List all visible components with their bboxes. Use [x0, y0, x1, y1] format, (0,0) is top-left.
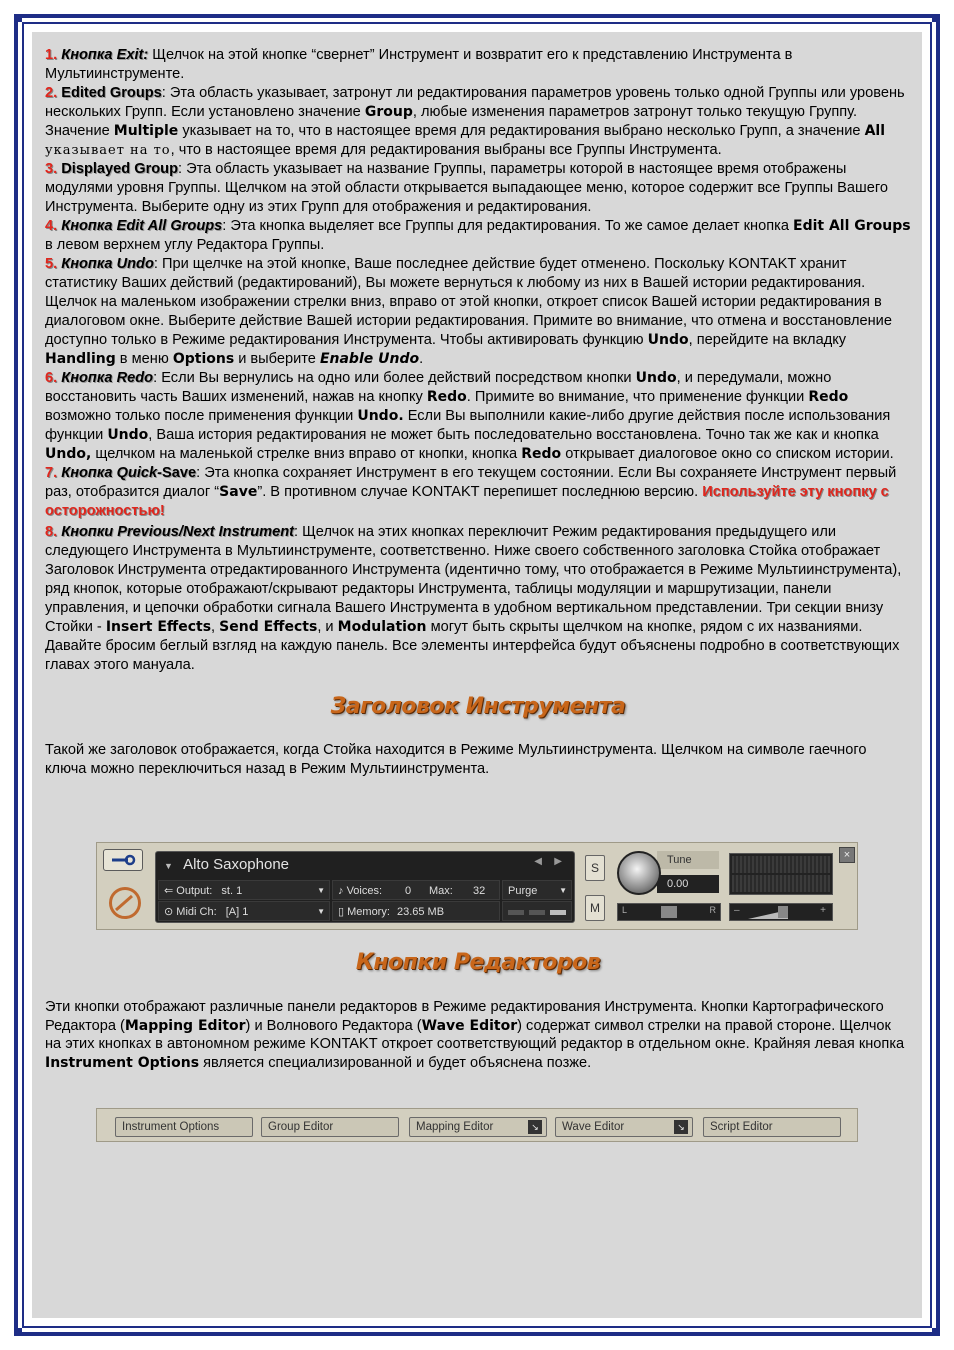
keyword: Modulation	[337, 619, 427, 635]
keyword: Mapping Editor	[124, 1017, 246, 1034]
item-text: , и передумали, можно восстановить часть Ваших изменений, нажав на кнопку	[45, 370, 832, 405]
keyword: Redo	[426, 389, 467, 405]
item-text: .	[419, 351, 424, 367]
item-text: Щелчок на этой кнопке “свернет” Инструмент и возвратит его к представлению Инструмента в Мультиинструменте.	[45, 47, 793, 82]
item-text: ,	[211, 619, 220, 635]
section-heading: Кнопки Редакторов	[355, 950, 601, 975]
midi-label: Midi Ch:	[176, 906, 217, 918]
dropdown-arrow-icon: ▼	[164, 861, 173, 871]
document-content	[45, 46, 911, 779]
keyword: Undo	[107, 427, 149, 443]
instrument-name: Alto Saxophone	[183, 856, 290, 873]
output-value: st. 1	[221, 885, 243, 897]
item-term: Save	[162, 465, 197, 481]
instrument-row-2	[156, 901, 576, 921]
item-text: открывает диалоговое окно со списком истории.	[561, 446, 894, 462]
volume-plus-label: +	[820, 905, 826, 916]
section-text-part: ) и Волнового Редактора (	[245, 1017, 422, 1034]
keyword: Undo	[635, 370, 677, 386]
tune-knob[interactable]	[617, 851, 661, 895]
midi-channel-select[interactable]	[158, 901, 330, 921]
item-quick-save	[45, 464, 911, 521]
item-redo	[45, 369, 911, 464]
voices-label: Voices:	[346, 885, 383, 897]
item-undo	[45, 255, 911, 369]
item-text: щелчком на маленькой стрелке вниз вправо от кнопки, кнопка	[91, 446, 522, 462]
section-text-part: ) содержат символ стрелки на правой стороне. Щелчок на этих кнопках в автономном режиме KONTAKT откроет соответствующий редактор в отдельном окне. Крайняя левая кнопка	[45, 1017, 905, 1052]
item-term: Кнопка Undo	[61, 256, 154, 272]
keyword: Redo	[521, 446, 562, 462]
instrument-header-panel	[96, 842, 858, 930]
voices-value: 0	[405, 885, 412, 897]
item-text: : При щелчке на этой кнопке, Ваше последнее действие будет отменено. Поскольку KONTAKT хранит статистику Ваших действий (редактирований), Вы можете вернуться к любому из них в Вашей истории редактирования. Щелчок на маленьком изображении стрелки вниз, вправо от этой кнопки, откроет список Вашей истории редактирования в диалоговом окне. Выберите действие Вашей истории редактирования. Примите во внимание, что отмена и восстановление доступно только в Режиме редактирования Инструмента. Чтобы активировать функцию	[45, 256, 892, 348]
external-window-icon[interactable]: ↘	[674, 1120, 688, 1134]
mute-button[interactable]: M	[585, 895, 605, 921]
editor-buttons-bar	[96, 1108, 858, 1142]
item-number: 3.	[45, 161, 58, 177]
item-text: : Если Вы вернулись на одно или более действий посредством кнопки	[153, 370, 636, 386]
frame-corner	[932, 1328, 940, 1336]
item-text: указывает на то, что в настоящее время для редактирования выбрано несколько Групп, а значение	[178, 123, 865, 139]
chevron-down-icon: ▼	[317, 907, 325, 916]
volume-slider[interactable]	[729, 903, 833, 921]
instrument-display	[155, 851, 575, 923]
item-text: . Примите во внимание, что применение функции	[466, 389, 809, 405]
item-text: , любые изменения параметров затронут только текущую Группу. Значение	[45, 104, 858, 139]
close-button[interactable]: ×	[839, 847, 855, 863]
item-text: : Эта кнопка выделяет все Группы для редактирования. То же самое делает кнопка	[222, 218, 793, 234]
wave-editor-button[interactable]	[555, 1117, 693, 1137]
tune-label: Tune	[657, 851, 719, 869]
item-number: 6.	[45, 370, 58, 386]
section-text: Такой же заголовок отображается, когда Стойка находится в Режиме Мультиинструмента. Щелчком на символе гаечного ключа можно переключиться назад в Режим Мультиинструмента.	[45, 742, 867, 777]
item-number: 2.	[45, 85, 58, 101]
output-label: Output:	[176, 885, 213, 897]
chevron-down-icon: ▼	[559, 886, 567, 895]
level-meter	[729, 853, 833, 895]
instrument-name-bar[interactable]	[164, 856, 568, 876]
output-select[interactable]	[158, 880, 330, 900]
warning-text: Используйте эту кнопку с осторожностью!	[45, 484, 889, 519]
pan-handle[interactable]	[661, 906, 677, 918]
keyword: Multiple	[113, 123, 179, 139]
keyword: Insert Effects	[105, 619, 212, 635]
instrument-row-1	[156, 880, 576, 900]
voices-display	[332, 880, 500, 900]
item-number: 5.	[45, 256, 58, 272]
item-term: Кнопка Edit All Groups	[61, 218, 223, 234]
keyword: Group	[364, 104, 413, 120]
item-term: Кнопка Redo	[61, 370, 154, 386]
tune-value[interactable]: 0.00	[657, 875, 719, 893]
output-icon: ⇐	[164, 885, 174, 897]
keyword: Instrument Options	[45, 1054, 200, 1071]
item-text: : Эта область указывает, затронут ли редактирования параметров уровень только одной Группы или уровень нескольких Групп. Если установлено значение	[45, 85, 905, 120]
keyword: Enable Undo	[319, 351, 420, 367]
mapping-editor-button[interactable]	[409, 1117, 547, 1137]
item-text: : Эта кнопка сохраняет Инструмент в его текущем состоянии. Если Вы сохраняете Инструмент первый раз, отобразится диалог “	[45, 465, 897, 500]
instrument-options-button[interactable]	[115, 1117, 253, 1137]
item-text: , что в настоящее время для редактирования выбраны все Группы Инструмента.	[170, 142, 722, 158]
memory-value: 23.65 MB	[396, 906, 445, 918]
prev-instrument-icon[interactable]: ◀	[534, 856, 542, 867]
button-label: Group Editor	[268, 1121, 334, 1133]
keyword: Undo.	[357, 408, 404, 424]
max-value[interactable]: 32	[473, 885, 486, 897]
keyword: Undo,	[45, 446, 92, 462]
keyword: Undo	[647, 332, 689, 348]
item-number: 1.	[45, 47, 58, 63]
item-displayed-group	[45, 160, 911, 217]
pan-left-label: L	[622, 905, 628, 915]
item-prev-next	[45, 523, 911, 675]
keyword: Save	[219, 484, 258, 500]
button-label: Mapping Editor	[416, 1121, 494, 1133]
button-label: Wave Editor	[562, 1121, 625, 1133]
purge-meter	[502, 901, 572, 921]
external-window-icon[interactable]: ↘	[528, 1120, 542, 1134]
item-number: 4.	[45, 218, 58, 234]
memory-label: Memory:	[347, 906, 390, 918]
keyword: All	[864, 123, 886, 139]
item-text: возможно только после применения функции	[45, 408, 358, 424]
item-text: указывает на то	[45, 143, 171, 158]
chevron-down-icon: ▼	[317, 886, 325, 895]
item-text: : Эта область указывает на название Группы, параметры которой в настоящее время отображены модулями уровня Группы. Щелчком на этой области открывается выпадающее меню, которое содержит все Группы Вашего Инструмента. Выберите одну из этих Групп для отображения и редактирования.	[45, 161, 888, 215]
item-edit-all-groups	[45, 217, 911, 255]
pan-right-label: R	[709, 905, 716, 915]
item-text: Если Вы выполнили какие-либо другие действия после использования функции	[45, 408, 891, 443]
keyword: Wave Editor	[421, 1017, 518, 1034]
keyword: Edit All Groups	[793, 218, 911, 234]
volume-handle[interactable]	[778, 906, 788, 918]
item-text: ”. В противном случае KONTAKT перепишет последнюю версию.	[257, 484, 703, 500]
frame-corner	[932, 14, 940, 22]
section-text	[45, 998, 911, 1072]
section-text-part: Эти кнопки отображают различные панели редакторов в Режиме редактирования Инструмента. Кнопки Картографического Редактора (	[45, 999, 884, 1034]
button-label: Instrument Options	[122, 1121, 220, 1133]
purge-select[interactable]	[502, 880, 572, 900]
next-instrument-icon[interactable]: ▶	[554, 856, 562, 867]
item-text: , Ваша история редактирования не может быть последовательно восстановлена. Точно так же как и кнопка	[148, 427, 879, 443]
item-term: Displayed Group	[61, 161, 179, 177]
item-text: : Щелчок на этих кнопках переключит Режим редактирования предыдущего или следующего Инструмента в Мультиинструменте, соответственно. Ниже своего собственного заголовка Стойка отображает Заголовок Инструмента отредактированного Инструмента (идентично тому, что отображается в Режиме Мультиинструмента), ряд кнопок, которые отображают/скрывают редакторы Инструмента, таблицы модуляции и маршрутизации, панели управления, и цепочки обработки сигнала Вашего Инструмента в удобном вертикальном представлении. Три секции внизу Стойки -	[45, 524, 902, 635]
frame-corner	[14, 1328, 22, 1336]
item-term: Edited Groups	[61, 85, 162, 101]
item-exit	[45, 46, 911, 84]
memory-icon: ▯	[338, 906, 345, 918]
keyword: Redo	[808, 389, 849, 405]
script-editor-button[interactable]	[703, 1117, 841, 1137]
item-number: 7.	[45, 465, 58, 481]
midi-value: [A] 1	[225, 906, 249, 918]
pan-slider[interactable]	[617, 903, 721, 921]
kontakt-logo-icon	[109, 887, 141, 919]
keyword: Options	[172, 351, 235, 367]
item-text: в меню	[115, 351, 173, 367]
item-edited-groups	[45, 84, 911, 160]
frame-corner	[14, 14, 22, 22]
item-term: Кнопки Previous/Next Instrument	[61, 524, 295, 540]
max-label: Max:	[429, 885, 453, 897]
item-text: в левом верхнем углу Редактора Группы.	[45, 237, 325, 253]
section-heading: Заголовок Инструмента	[330, 694, 626, 719]
volume-minus-label: –	[734, 905, 740, 916]
voices-icon: ♪	[338, 885, 344, 897]
item-number: 8.	[45, 524, 58, 540]
group-editor-button[interactable]	[261, 1117, 399, 1137]
item-term: Кнопка Quick-	[61, 465, 163, 481]
midi-icon: ⊙	[164, 906, 174, 918]
item-text: , перейдите на вкладку	[688, 332, 847, 348]
item-text: и выберите	[234, 351, 320, 367]
wrench-icon	[110, 853, 136, 867]
solo-button[interactable]: S	[585, 855, 605, 881]
item-term: Кнопка Exit:	[61, 47, 149, 63]
item-text: , и	[317, 619, 338, 635]
keyword: Handling	[45, 351, 116, 367]
wrench-button[interactable]	[103, 849, 143, 871]
memory-display	[332, 901, 500, 921]
item-text: могут быть скрыты щелчком на кнопке, рядом с их названиями. Давайте бросим беглый взгляд на каждую панель. Все элементы интерфейса будут объяснены подробно в соответствующих главах этого мануала.	[45, 619, 900, 673]
button-label: Script Editor	[710, 1121, 773, 1133]
purge-label: Purge	[508, 885, 538, 897]
keyword: Send Effects	[219, 619, 318, 635]
section-text-part: является специализированной и будет объяснена позже.	[199, 1054, 592, 1071]
